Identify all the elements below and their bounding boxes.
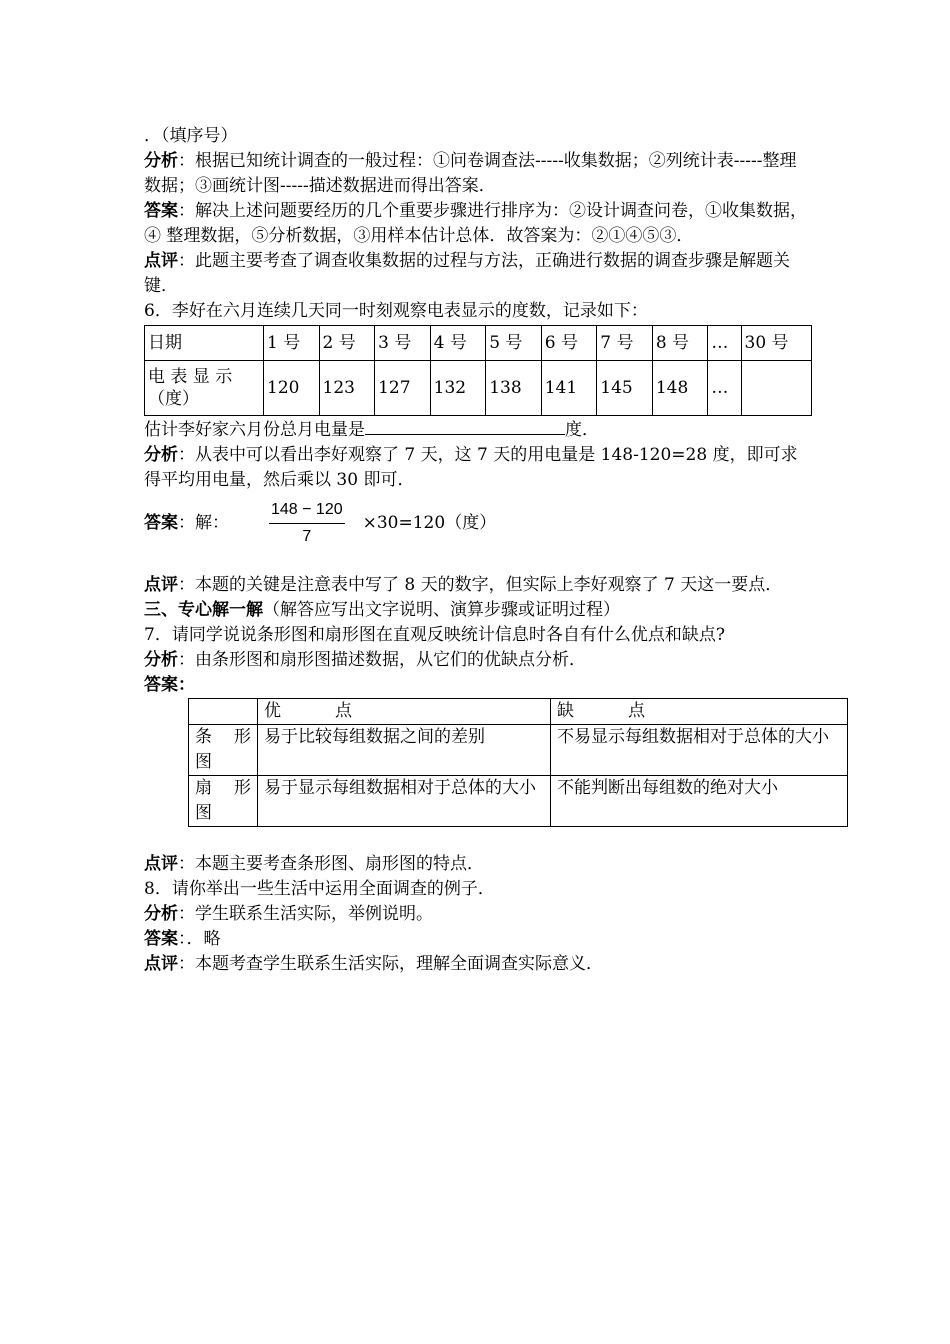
table-row: [189, 776, 848, 827]
answer-colon: ：: [178, 675, 195, 695]
analysis-label: 分析: [144, 650, 178, 670]
table-header-cell: [189, 699, 258, 725]
table-cell: 123: [319, 361, 375, 416]
comment-text: ：本题的关键是注意表中写了 8 天的数字，但实际上李好观察了 7 天这一要点．: [178, 575, 783, 595]
table-cell: 2 号: [319, 326, 375, 361]
analysis-text: ：根据已知统计调查的一般过程：①问卷调查法-----收集数据；②列统计表-----整理数据；③画统计图-----描述数据进而得出答案．: [144, 151, 797, 196]
answer-suffix: ×30=120（度）: [362, 513, 497, 533]
q6-analysis: [144, 443, 812, 493]
table-cell: 145: [597, 361, 653, 416]
analysis-label: 分析: [144, 904, 178, 924]
fraction-denominator: 7: [302, 528, 312, 545]
answer-label: 答案: [144, 513, 178, 533]
table-cell: 易于显示每组数据相对于总体的大小: [258, 776, 551, 827]
section-note: （解答应写出文字说明、演算步骤或证明过程）: [263, 600, 620, 620]
table-header-cell: 缺 点: [551, 699, 848, 725]
table-cell: 条 形 图: [189, 725, 258, 776]
table-row: [189, 725, 848, 776]
table-row: [145, 326, 812, 361]
table-cell: [741, 361, 812, 416]
q7-comment: [144, 852, 812, 877]
analysis-text: ：从表中可以看出李好观察了 7 天，这 7 天的用电量是 148-120=28 度，即可求得平均用电量，然后乘以 30 即可．: [144, 445, 798, 490]
q7-analysis: [144, 648, 812, 673]
spacer: [144, 548, 812, 573]
answer-text: ：解决上述问题要经历的几个重要步骤进行排序为：②设计调查问卷，①收集数据，: [178, 201, 807, 221]
comment-text: ：本题主要考查条形图、扇形图的特点．: [178, 854, 484, 874]
q7-answer: [144, 673, 812, 698]
table-header-cell: 优 点: [258, 699, 551, 725]
analysis-text: ：学生联系生活实际，举例说明。: [178, 904, 433, 924]
table-cell: 127: [375, 361, 431, 416]
comment-label: 点评: [144, 954, 178, 974]
answer-prefix: ：解：: [178, 513, 229, 533]
table-row: [189, 699, 848, 725]
q8-comment: [144, 952, 812, 977]
table-cell: 6 号: [541, 326, 597, 361]
table-cell: 138: [486, 361, 542, 416]
analysis-label: 分析: [144, 151, 178, 171]
comment-label: 点评: [144, 575, 178, 595]
table-cell: 4 号: [430, 326, 486, 361]
table-cell: 141: [541, 361, 597, 416]
electricity-table: [144, 325, 812, 416]
q5-answer-line2: ④ 整理数据，⑤分析数据，③用样本估计总体．故答案为：②①④⑤③．: [144, 226, 694, 246]
table-cell: …: [708, 361, 741, 416]
q8-analysis: [144, 902, 812, 927]
table-cell: 不易显示每组数据相对于总体的大小: [551, 725, 848, 776]
q5-answer: [144, 199, 812, 224]
table-cell: 7 号: [597, 326, 653, 361]
answer-label: 答案: [144, 201, 178, 221]
answer-label: 答案: [144, 929, 178, 949]
q6-estimate: [144, 416, 812, 443]
fraction-numerator: 148 − 120: [269, 499, 345, 524]
table-row: [145, 361, 812, 416]
q8-answer: [144, 927, 812, 952]
table-cell: 132: [430, 361, 486, 416]
comment-label: 点评: [144, 854, 178, 874]
comment-label: 点评: [144, 251, 178, 271]
estimate-prefix: 估计李好家六月份总月电量是: [144, 420, 365, 440]
answer-blank: [365, 416, 565, 435]
table-cell: 扇 形 图: [189, 776, 258, 827]
table-cell: 1 号: [264, 326, 320, 361]
table-cell: 3 号: [375, 326, 431, 361]
q6-question: 6．李好在六月连续几天同一时刻观察电表显示的度数，记录如下：: [144, 301, 648, 321]
table-cell: 5 号: [486, 326, 542, 361]
fraction: [269, 499, 345, 548]
pros-cons-table: [188, 698, 848, 827]
q6-answer: [144, 499, 812, 548]
table-cell: …: [708, 326, 741, 361]
analysis-label: 分析: [144, 445, 178, 465]
estimate-suffix: 度．: [565, 420, 599, 440]
table-cell: 易于比较每组数据之间的差别: [258, 725, 551, 776]
table-cell: 8 号: [652, 326, 708, 361]
table-cell: 120: [264, 361, 320, 416]
q6-comment: [144, 573, 812, 598]
q7-question: 7．请同学说说条形图和扇形图在直观反映统计信息时各自有什么优点和缺点?: [144, 625, 725, 645]
q5-tail: ．（填序号）: [144, 126, 238, 146]
table-cell: 30 号: [741, 326, 812, 361]
section-title: [144, 598, 812, 623]
analysis-text: ：由条形图和扇形图描述数据，从它们的优缺点分析．: [178, 650, 586, 670]
comment-text: ：本题考查学生联系生活实际，理解全面调查实际意义．: [178, 954, 603, 974]
q5-comment: [144, 249, 812, 299]
table-cell: 不能判断出每组数的绝对大小: [551, 776, 848, 827]
q5-analysis: [144, 149, 812, 199]
section-heading: 三、专心解一解: [144, 600, 263, 620]
comment-text: ：此题主要考查了调查收集数据的过程与方法，正确进行数据的调查步骤是解题关键．: [144, 251, 790, 296]
answer-label: 答案: [144, 675, 178, 695]
q8-question: 8．请你举出一些生活中运用全面调查的例子．: [144, 879, 495, 899]
table-cell: 148: [652, 361, 708, 416]
spacer: [144, 827, 812, 852]
table-header-cell: 日期: [145, 326, 264, 361]
table-header-cell: 电 表 显 示（度）: [145, 361, 264, 416]
document-page: [144, 124, 829, 977]
answer-text: ：．略: [178, 929, 221, 949]
